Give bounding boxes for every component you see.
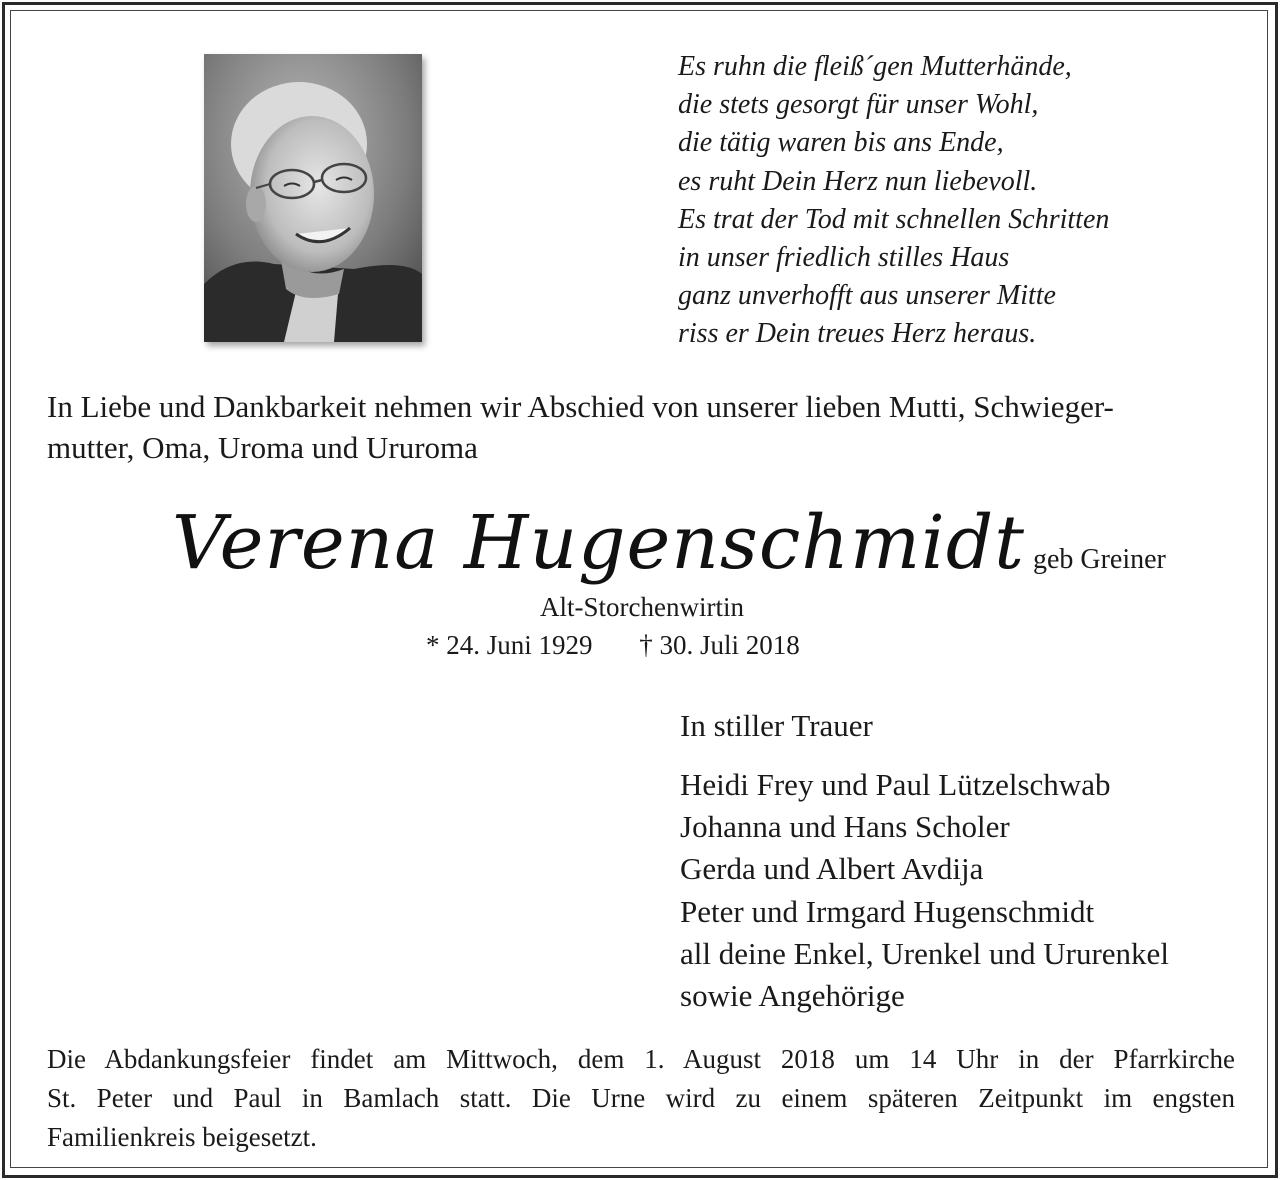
deceased-name-row	[172, 500, 1166, 590]
maiden-name: geb Greiner	[1032, 544, 1166, 575]
mourner-entry: all deine Enkel, Urenkel und Ururenkel	[680, 935, 1169, 971]
deceased-title	[0, 592, 1280, 623]
mourner-entry: sowie Angehörige	[680, 978, 905, 1014]
intro-line: In Liebe und Dankbarkeit nehmen wir Abschied von unserer lieben Mutti, Schwieger-	[47, 389, 1114, 424]
ceremony-notice	[47, 1040, 1235, 1157]
poem	[678, 48, 1238, 354]
poem-line: riss er Dein treues Herz heraus.	[678, 318, 1037, 350]
poem-line: die tätig waren bis ans Ende,	[678, 127, 1004, 159]
mourner-entry: Gerda und Albert Avdija	[680, 851, 984, 887]
poem-line: Es ruhn die fleiß´gen Mutterhände,	[678, 51, 1072, 82]
life-dates	[426, 630, 800, 661]
poem-line: die stets gesorgt für unser Wohl,	[678, 89, 1039, 121]
mourner-entry: Heidi Frey und Paul Lützelschwab	[680, 767, 1111, 802]
notice-line: Die Abdankungsfeier findet am Mittwoch, dem 1. August 2018 um 14 Uhr in der Pfarrkirche	[47, 1044, 1235, 1074]
deceased-title-text: Alt-Storchenwirtin	[540, 592, 744, 622]
mourner-entry: Johanna und Hans Scholer	[680, 809, 1010, 845]
poem-line: ganz unverhofft aus unserer Mitte	[678, 280, 1056, 312]
mourners-list	[680, 764, 1169, 1017]
intro-line: mutter, Oma, Uroma und Ururoma	[47, 430, 478, 465]
deceased-name: Verena Hugenschmidt	[172, 500, 1025, 586]
notice-line: Familienkreis beigesetzt.	[47, 1122, 317, 1152]
portrait-photo	[204, 54, 422, 342]
death-date: † 30. Juli 2018	[639, 630, 800, 660]
poem-line: es ruht Dein Herz nun liebevoll.	[678, 165, 1038, 197]
poem-line: in unser friedlich stilles Haus	[678, 242, 1010, 274]
intro-text	[47, 386, 1237, 468]
mourner-entry: Peter und Irmgard Hugenschmidt	[680, 893, 1095, 929]
poem-line: Es trat der Tod mit schnellen Schritten	[678, 203, 1110, 235]
birth-date: * 24. Juni 1929	[426, 630, 593, 660]
mourning-heading: In stiller Trauer	[680, 708, 873, 743]
notice-line: St. Peter und Paul in Bamlach statt. Die Urne wird zu einem späteren Zeitpunkt im engsten	[47, 1083, 1235, 1113]
